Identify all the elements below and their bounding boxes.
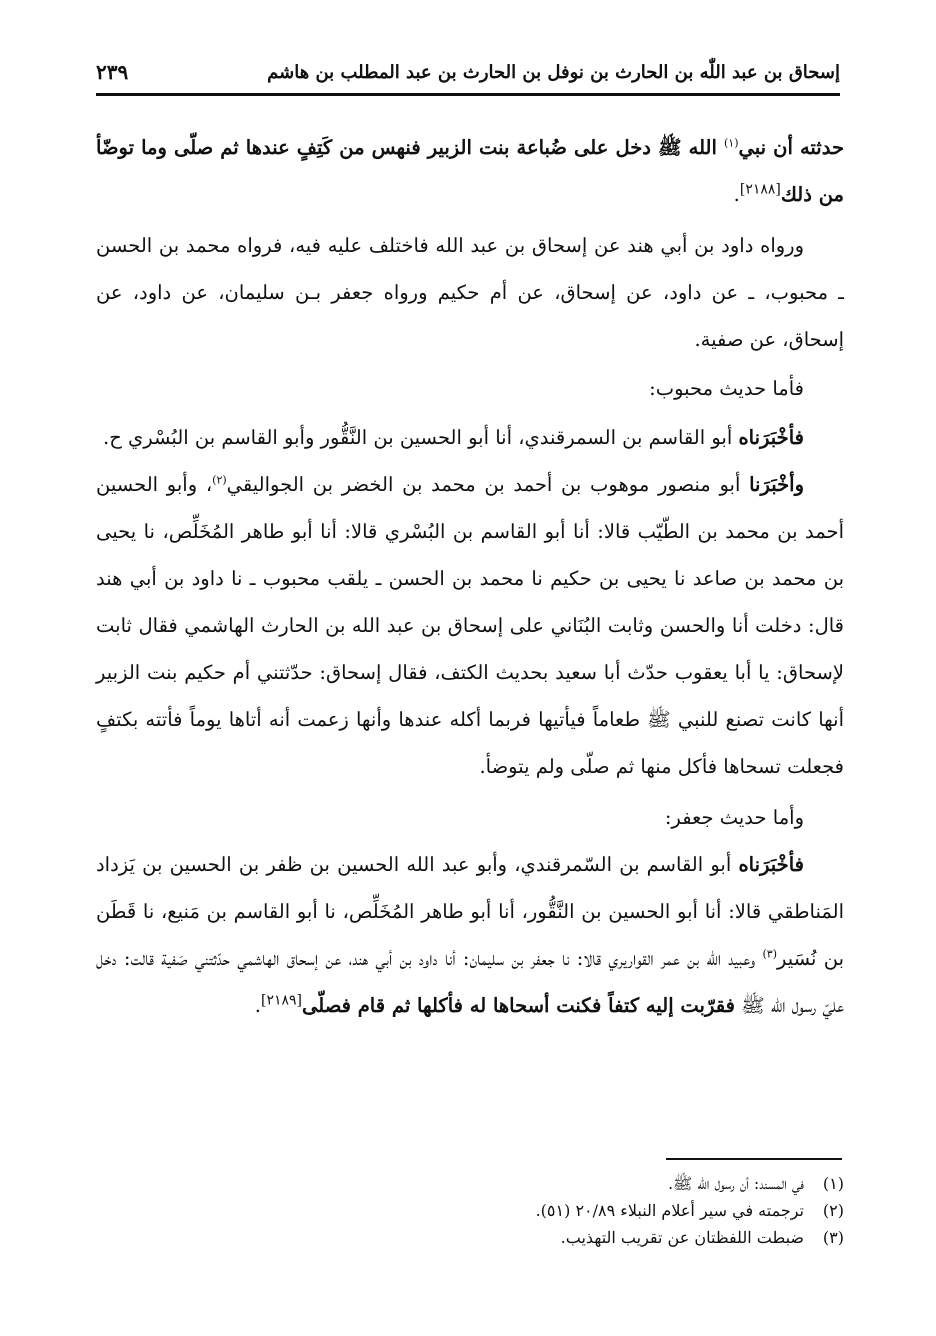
paragraph-7 <box>96 841 844 1029</box>
running-head: إسحاق بن عبد اللّٰه بن الحارث بن نوفل بن الحارث بن عبد المطلب بن هاشم <box>267 62 840 83</box>
header-rule <box>96 93 840 96</box>
paragraph-1 <box>96 124 844 218</box>
p7-lead: فأخْبَرَناه <box>738 853 804 876</box>
page-header <box>96 56 840 96</box>
paragraph-2: ورواه داود بن أبي هند عن إسحاق بن عبد الله فاختلف عليه فيه، فرواه محمد بن الحسن ـ محبوب، ـ عن داود، عن إسحاق، عن أم حكيم ورواه جعفر بـن سليمان، عن داود، عن إسحاق، عن صفية. <box>96 234 844 351</box>
paragraph-4 <box>96 414 844 461</box>
p7-text-a: أبو القاسم بن السّمرقندي، وأبو عبد الله الحسين بن ظفر بن الحسين بن يَزداد المَناطقي قالا: أنا أبو الحسين بن النَّقُّور، أنا أبو طاهر المُخَلِّص، نا أبو القاسم بن مَنيع، نا قَطَن بن نُسَير <box>96 853 845 970</box>
footnote-marker-1: (١) <box>724 136 739 150</box>
footnote-number: (٢) <box>822 1201 844 1220</box>
footnote-marker-2: (٢) <box>212 473 227 487</box>
p7-bold: فقرّبت إليه كتفاً فكنت أسحاها له فأكلها ثم قام فصلّى <box>301 994 735 1017</box>
footnote-3 <box>96 1224 844 1251</box>
p5-lead: وأخْبَرَنا <box>749 473 804 496</box>
footnote-text: ضبطت اللفظتان عن تقريب التهذيب. <box>560 1228 804 1247</box>
p7-text-b: وعبيد الله بن عمر القواريري قالا: نا جعفر بن سليمان: أنا داود بن أبي هند، عن إسحاق الهاشمي حدّثتني صَفية قالت: دخل عليّ رسول الله ﷺ <box>96 947 844 1017</box>
hadith-ref-2188: [٢١٨٨] <box>739 181 781 198</box>
hadith-ref-2189: [٢١٨٩] <box>260 992 302 1009</box>
paragraph-3: فأما حديث محبوب: <box>649 377 804 400</box>
paragraph-6: وأما حديث جعفر: <box>664 806 804 829</box>
footnote-number: (٣) <box>822 1228 844 1247</box>
page-number: ٢٣٩ <box>96 60 129 84</box>
p5-text-a: أبو منصور موهوب بن أحمد بن محمد بن الخضر بن الجواليقي <box>226 473 750 496</box>
p4-lead: فأخْبَرَناه <box>738 426 804 449</box>
footnote-text: في المسند: أن رسول الله ﷺ. <box>667 1174 804 1193</box>
p7-end: . <box>254 994 261 1017</box>
p4-text: أبو القاسم بن السمرقندي، أنا أبو الحسين بن النَّقُّور وأبو القاسم بن البُسْري ح. <box>103 426 739 449</box>
main-text <box>96 124 844 1029</box>
footnote-marker-3: (٣) <box>762 947 777 961</box>
p1-end: . <box>733 183 740 206</box>
p1-text-b: الله ﷺ دخل على ضُباعة بنت الزبير فنهس من كَتِفٍ عندها ثم صلّى وما توضّأ من ذلك <box>96 136 844 206</box>
footnote-number: (١) <box>822 1174 844 1193</box>
footnote-2 <box>96 1197 844 1224</box>
p5-text-b: ، وأبو الحسين أحمد بن محمد بن الطّيّب قالا: أنا أبو القاسم بن البُسْري قالا: أنا أبو طاهر المُخَلِّص، نا يحيى بن محمد بن صاعد نا يحيى بن حكيم نا محمد بن الحسن ـ يلقب محبوب ـ نا داود بن أبي هند قال: دخلت أنا والحسن وثابت البُنَاني على إسحاق بن عبد الله بن الحارث الهاشمي فقال ثابت لإسحاق: يا أبا يعقوب حدّث أبا سعيد بحديث الكتف، فقال إسحاق: حدّثتني أم حكيم بنت الزبير أنها كانت تصنع للنبي ﷺ طعاماً فيأتيها فربما أكله عندها وأنها زعمت أنه أتاها يوماً فأتته بكتفٍ فجعلت تسحاها فأكل منها ثم صلّى ولم يتوضأ. <box>96 473 844 778</box>
p1-text-a: حدثته أن نبي <box>738 136 845 159</box>
footnotes <box>96 1170 844 1251</box>
footnote-1 <box>96 1170 844 1197</box>
footnote-text: ترجمته في سير أعلام النبلاء ٢٠/٨٩ (٥١). <box>535 1201 804 1220</box>
paragraph-5 <box>96 461 844 790</box>
footnote-rule <box>666 1158 842 1160</box>
